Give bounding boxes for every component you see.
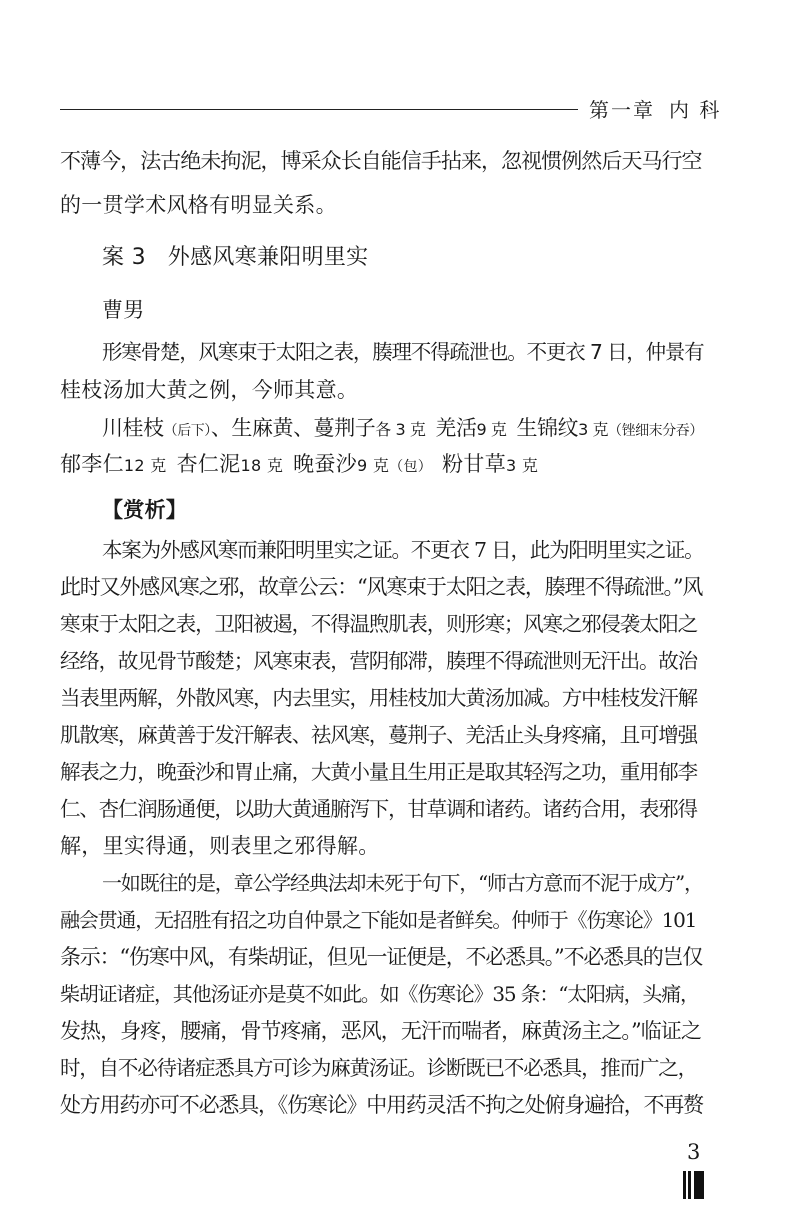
analysis-line: 条示：“伤寒中风，有柴胡证，但见一证便是，不必悉具。”不必悉具的岂仅 [60, 945, 703, 969]
herb-separator: 、 [293, 416, 314, 440]
herb-note: （锉细末分吞） [608, 423, 703, 439]
analysis-line: 解表之力，晚蚕沙和胃止痛，大黄小量且生用正是取其轻泻之功，重用郁李 [60, 760, 697, 784]
analysis-line: 寒束于太阳之表，卫阳被遏，不得温煦肌表，则形寒；风寒之邪侵袭太阳之 [60, 612, 697, 636]
analysis-line: 时，自不必待诸症悉具方可诊为麻黄汤证。诊断既已不必悉具，推而广之， [60, 1056, 697, 1080]
herb-note: （包） [389, 459, 433, 475]
case-heading [102, 244, 368, 272]
analysis-line: 柴胡证诸症，其他汤证亦是莫不如此。如《伤寒论》35 条：“太阳病，头痛， [60, 982, 699, 1006]
case-title: 外感风寒兼阳明里实 [167, 245, 369, 270]
analysis-line: 经络，故见骨节酸楚；风寒束表，营阴郁滞，腠理不得疏泄则无汗出。故治 [60, 649, 697, 673]
herb-name: 生麻黄 [231, 416, 294, 440]
analysis-line: 肌散寒，麻黄善于发汗解表、祛风寒，蔓荆子、羌活止头身疼痛，且可增强 [60, 723, 697, 747]
analysis-line: 解，里实得通，则表里之邪得解。 [60, 834, 380, 858]
complaint-line: 形寒骨楚，风寒束于太阳之表，腠理不得疏泄也。不更衣 7 日，仲景有 [102, 340, 704, 364]
patient-name: 曹男 [102, 298, 145, 322]
herb-note: （后下） [163, 423, 211, 439]
herb-dose: 12 克 [123, 456, 167, 475]
analysis-line: 融会贯通，无招胜有招之功自仲景之下能如是者鲜矣。仲师于《伤寒论》101 [60, 908, 697, 932]
analysis-line: 此时又外感风寒之邪，故章公云：“风寒束于太阳之表，腠理不得疏泄。”风 [60, 575, 703, 599]
case-number: 案 3 [102, 245, 146, 270]
analysis-line: 仁、杏仁润肠通便，以助大黄通腑泻下，甘草调和诸药。诸药合用，表邪得 [60, 797, 697, 821]
herb-name: 蔓荆子 [313, 416, 376, 440]
intro-line: 不薄今，法古绝未拘泥，博采众长自能信手拈来，忽视惯例然后天马行空 [60, 149, 702, 173]
header-rule [60, 109, 578, 110]
complaint-line: 桂枝汤加大黄之例，今师其意。 [60, 378, 359, 402]
herb-name: 晚蚕沙 [293, 452, 358, 476]
herb-dose: 3 克 [506, 456, 539, 475]
page-edge-mark [683, 1171, 705, 1199]
herb-dose: 3 克 [578, 420, 609, 439]
analysis-line: 处方用药亦可不必悉具，《伤寒论》中用药灵活不拘之处俯身遍拾，不再赘 [60, 1093, 703, 1117]
herb-dose: 18 克 [240, 456, 284, 475]
herb-dose: 9 克 [357, 456, 390, 475]
herb-name: 粉甘草 [442, 452, 507, 476]
chapter-label: 第一章 [589, 98, 655, 122]
page-number: 3 [687, 1140, 701, 1164]
herb-dose: 各 3 克 [375, 420, 426, 439]
running-header [589, 94, 721, 123]
herb-name: 郁李仁 [60, 452, 124, 476]
analysis-heading: 【赏析】 [102, 498, 188, 522]
analysis-line: 本案为外感风寒而兼阳明里实之证。不更衣 7 日，此为阳明里实之证。 [102, 538, 704, 562]
intro-line: 的一贯学术风格有明显关系。 [60, 193, 337, 217]
herb-name: 羌活 [435, 416, 477, 440]
herb-name: 杏仁泥 [176, 452, 241, 476]
analysis-line: 发热，身疼，腰痛，骨节疼痛，恶风，无汗而喘者，麻黄汤主之。”临证之 [60, 1019, 701, 1043]
prescription-row [102, 414, 703, 445]
section-label: 内 科 [669, 98, 722, 122]
herb-name: 生锦纹 [516, 416, 579, 440]
analysis-line: 当表里两解，外散风寒，内去里实，用桂枝加大黄汤加减。方中桂枝发汗解 [60, 686, 697, 710]
prescription-row [60, 450, 538, 481]
herb-separator: 、 [210, 416, 232, 440]
herb-name: 川桂枝 [102, 416, 164, 440]
analysis-line: 一如既往的是，章公学经典法却未死于句下，“师古方意而不泥于成方”， [102, 871, 703, 895]
herb-dose: 9 克 [476, 420, 507, 439]
